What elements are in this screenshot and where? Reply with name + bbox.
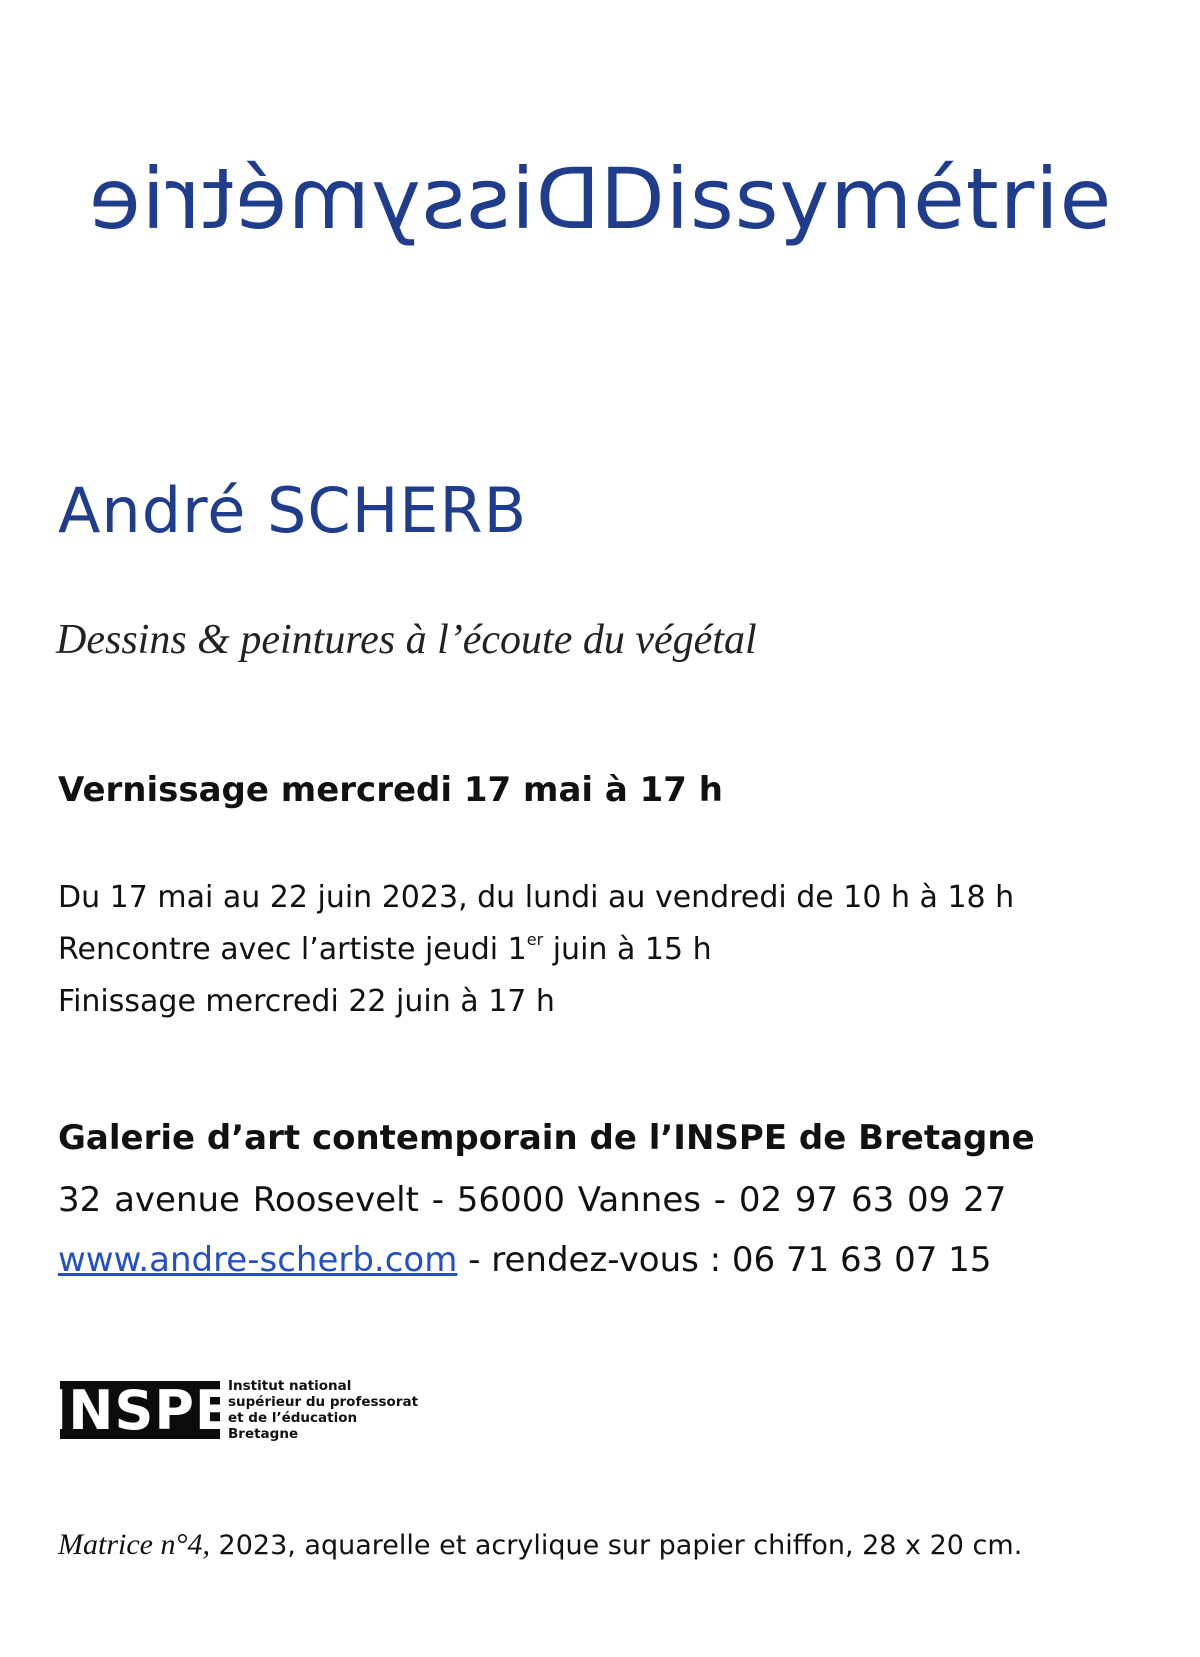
dates-line-closing: Finissage mercredi 22 juin à 17 h — [58, 984, 555, 1019]
exhibition-title — [0, 150, 1200, 248]
title-normal: Dissymétrie — [600, 150, 1113, 248]
logo-text-line: Bretagne — [228, 1426, 299, 1442]
artist-name: André SCHERB — [58, 474, 528, 547]
logo-text-line: et de l’éducation — [228, 1410, 358, 1426]
dates-block — [58, 872, 1014, 1028]
inspe-logo — [47, 1378, 419, 1442]
contact-line — [58, 1240, 991, 1280]
logo-text-line: Institut national — [228, 1378, 352, 1394]
gallery-address: 32 avenue Roosevelt - 56000 Vannes - 02 97 63 09 27 — [58, 1180, 1007, 1220]
logo-text-line: supérieur du professorat — [228, 1394, 419, 1410]
title-mirrored: Dissymétrie — [87, 150, 600, 248]
meeting-text: Rencontre avec l’artiste jeudi 1 — [58, 932, 527, 967]
meeting-superscript: er — [526, 930, 544, 949]
gallery-name: Galerie d’art contemporain de l’INSPE de Bretagne — [58, 1118, 1035, 1158]
appointment-phone: - rendez-vous : 06 71 63 07 15 — [457, 1240, 992, 1280]
vernissage-date: Vernissage mercredi 17 mai à 17 h — [58, 770, 724, 810]
dates-line-opening: Du 17 mai au 22 juin 2023, du lundi au vendredi de 10 h à 18 h — [58, 880, 1015, 915]
artwork-caption — [58, 1528, 1022, 1562]
meeting-text-end: juin à 15 h — [543, 932, 712, 967]
inspe-logo-mark: INSPE — [47, 1378, 233, 1442]
website-link[interactable]: www.andre-scherb.com — [58, 1240, 458, 1280]
artwork-title: Matrice n°4, — [58, 1528, 210, 1561]
artwork-details: 2023, aquarelle et acrylique sur papier chiffon, 28 x 20 cm. — [209, 1530, 1023, 1561]
inspe-logo-text — [228, 1378, 418, 1442]
dates-line-meeting — [58, 924, 1014, 976]
exhibition-subtitle: Dessins & peintures à l’écoute du végétal — [56, 617, 757, 663]
